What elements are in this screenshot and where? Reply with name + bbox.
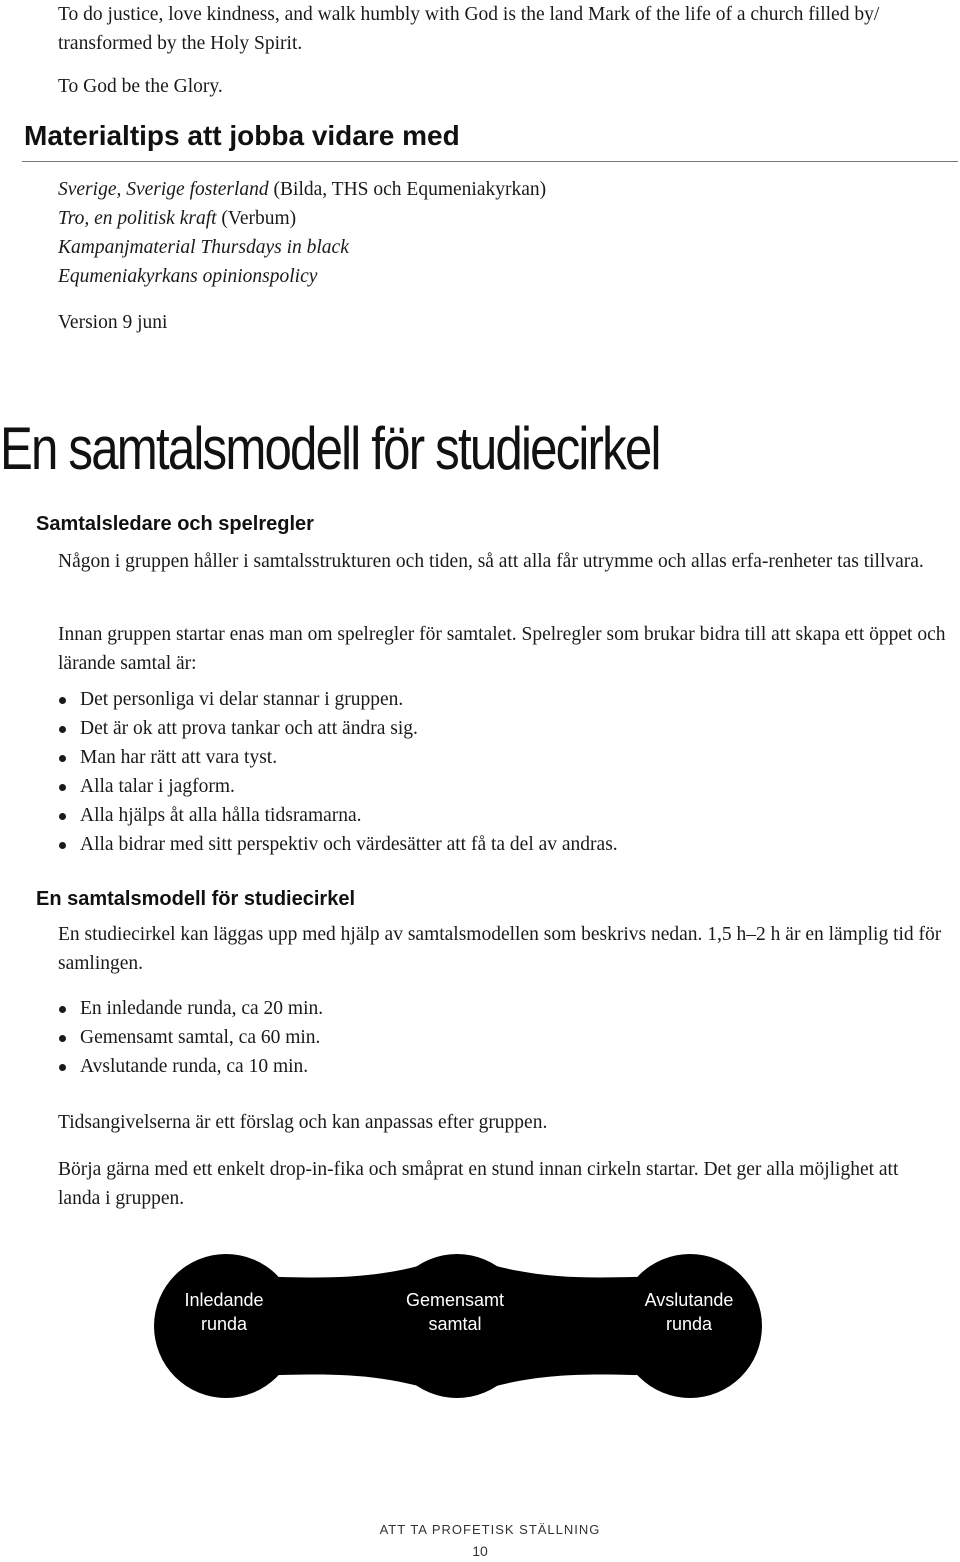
material-title: Equmeniakyrkans opinionspolicy	[58, 266, 318, 287]
list-item: Gemensamt samtal, ca 60 min.	[58, 1023, 938, 1052]
material-title: Sverige, Sverige fosterland	[58, 179, 269, 200]
list-item: Det personliga vi delar stannar i gruppen.	[58, 685, 938, 714]
paragraph-fika: Börja gärna med ett enkelt drop-in-fika och småprat en stund innan cirkeln startar. Det ger alla möjlighet att landa i gruppen.	[58, 1159, 899, 1209]
list-item: Det är ok att prova tankar och att ändra sig.	[58, 714, 938, 743]
material-list	[58, 175, 546, 291]
page-number: 10	[472, 1543, 488, 1559]
intro-glory: To God be the Glory.	[58, 76, 223, 97]
material-source: (Bilda, THS och Equmeniakyrkan)	[268, 179, 547, 200]
material-item	[58, 233, 546, 262]
material-title: Kampanjmaterial Thursdays in black	[58, 237, 349, 258]
list-item: Alla hjälps åt alla hålla tidsramarna.	[58, 801, 938, 830]
list-item: Alla talar i jagform.	[58, 772, 938, 801]
section-heading-samtalsmodell: En samtalsmodell för studiecirkel	[36, 888, 355, 910]
section-heading-spelregler: Samtalsledare och spelregler	[36, 513, 314, 535]
flow-node-line: Avslutande	[644, 1290, 734, 1310]
flow-node-line: samtal	[428, 1314, 482, 1334]
list-item: Alla bidrar med sitt perspektiv och värdesätter att få ta del av andras.	[58, 830, 938, 859]
list-item: Avslutande runda, ca 10 min.	[58, 1052, 938, 1081]
paragraph-spelregler: Innan gruppen startar enas man om spelregler för samtalet. Spelregler som brukar bidra till att skapa ett öppet och lärande samtal är:	[58, 624, 946, 674]
material-item	[58, 204, 546, 233]
intro-line: To do justice, love kindness, and walk humbly with God is the land Mark of the life of a church filled by/ transformed by the Holy Spirit.	[58, 4, 880, 54]
schedule-list	[58, 994, 938, 1081]
flow-node-line: Inledande	[184, 1290, 264, 1310]
paragraph-tidsangivelser: Tidsangivelserna är ett förslag och kan anpassas efter gruppen.	[58, 1112, 548, 1133]
list-item: En inledande runda, ca 20 min.	[58, 994, 938, 1023]
intro-paragraph	[58, 0, 938, 58]
running-footer: ATT TA PROFETISK STÄLLNING	[379, 1522, 601, 1537]
material-source: (Verbum)	[216, 208, 297, 229]
flow-node-inledande	[154, 1288, 294, 1336]
paragraph-samtalsledare: Någon i gruppen håller i samtalsstrukturen och tiden, så att alla får utrymme och allas erfa-renheter tas tillvara.	[58, 551, 924, 572]
heading-divider	[22, 161, 958, 162]
material-item	[58, 175, 546, 204]
material-item	[58, 262, 546, 291]
materialtips-heading: Materialtips att jobba vidare med	[24, 120, 460, 151]
material-title: Tro, en politisk kraft	[58, 208, 217, 229]
flow-node-gemensamt	[385, 1288, 525, 1336]
flow-node-line: runda	[665, 1314, 713, 1334]
rules-list	[58, 685, 938, 859]
list-item: Man har rätt att vara tyst.	[58, 743, 938, 772]
flow-node-line: Gemensamt	[405, 1290, 505, 1310]
flow-node-line: runda	[200, 1314, 248, 1334]
flow-node-avslutande	[619, 1288, 759, 1336]
paragraph-studiecirkel: En studiecirkel kan läggas upp med hjälp av samtalsmodellen som beskrivs nedan. 1,5 h–2 h är en lämplig tid för samlingen.	[58, 924, 942, 974]
version-note: Version 9 juni	[58, 312, 168, 333]
page-title: En samtalsmodell för studiecirkel	[0, 415, 660, 482]
